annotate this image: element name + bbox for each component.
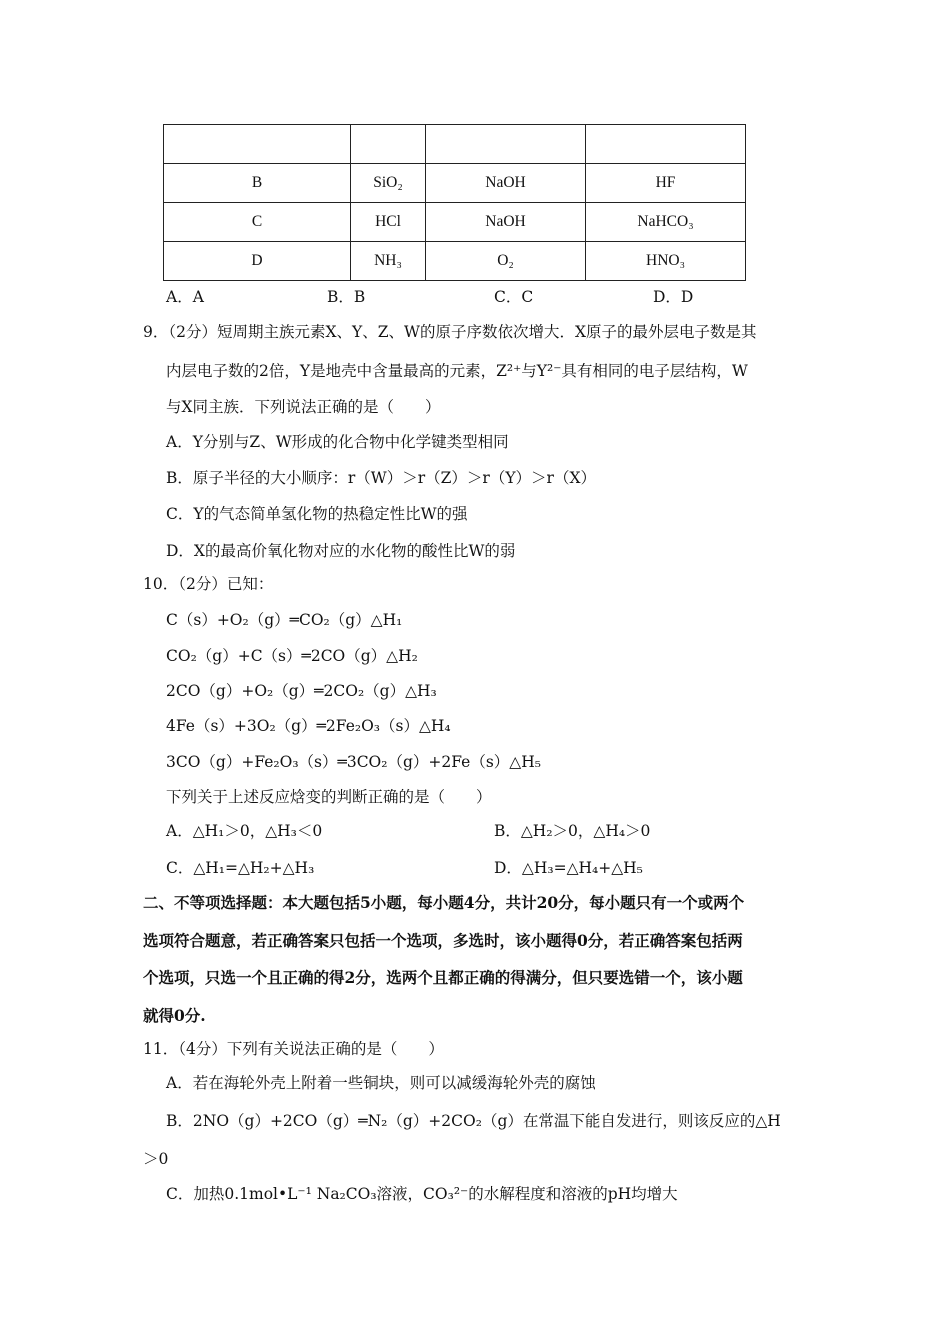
section2-heading-line4: 就得0分. (143, 1006, 206, 1025)
table-cell: SiO₂ (351, 164, 426, 203)
section2-heading-line3: 个选项，只选一个且正确的得2分，选两个且都正确的得满分，但只要选错一个，该小题 (143, 968, 743, 987)
q10-equation-4: 4Fe（s）+3O₂（g）═2Fe₂O₃（s）△H₄ (166, 717, 451, 735)
table-row (164, 164, 746, 203)
table-cell: NaOH (426, 203, 586, 242)
q8-option-d: D．D (653, 288, 694, 306)
table-cell: O₂ (426, 242, 586, 281)
table-cell (164, 125, 351, 164)
table-cell (586, 125, 746, 164)
options-table (163, 124, 746, 281)
table-cell: HF (586, 164, 746, 203)
q9-stem-line1: 9．（2分）短周期主族元素X、Y、Z、W的原子序数依次增大．X原子的最外层电子数是其 (143, 323, 757, 341)
table-cell: C (164, 203, 351, 242)
section2-heading-line2: 选项符合题意，若正确答案只包括一个选项，多选时，该小题得0分，若正确答案包括两 (143, 931, 743, 950)
q10-option-b: B．△H₂＞0，△H₄＞0 (494, 822, 651, 840)
table-cell (351, 125, 426, 164)
table-cell: HNO₃ (586, 242, 746, 281)
q9-option-a: A．Y分别与Z、W形成的化合物中化学键类型相同 (166, 433, 509, 451)
table-cell: NH₃ (351, 242, 426, 281)
table-cell: HCl (351, 203, 426, 242)
table-cell: NaHCO₃ (586, 203, 746, 242)
q11-stem: 11．（4分）下列有关说法正确的是（ ） (143, 1040, 444, 1058)
q11-option-c: C．加热0.1mol•L⁻¹ Na₂CO₃溶液，CO₃²⁻的水解程度和溶液的pH均增大 (166, 1185, 678, 1203)
q9-stem-line2: 内层电子数的2倍，Y是地壳中含量最高的元素，Z²⁺与Y²⁻具有相同的电子层结构，W (166, 362, 748, 380)
q10-equation-1: C（s）+O₂（g）═CO₂（g）△H₁ (166, 611, 403, 629)
table-row (164, 125, 746, 164)
q9-option-d: D．X的最高价氧化物对应的水化物的酸性比W的弱 (166, 542, 516, 560)
table-cell: NaOH (426, 164, 586, 203)
section2-heading-line1: 二、不等项选择题：本大题包括5小题，每小题4分，共计20分，每小题只有一个或两个 (143, 893, 745, 912)
q10-equation-3: 2CO（g）+O₂（g）═2CO₂（g）△H₃ (166, 682, 437, 700)
q8-option-b: B．B (327, 288, 366, 306)
q11-option-a: A．若在海轮外壳上附着一些铜块，则可以减缓海轮外壳的腐蚀 (166, 1074, 596, 1092)
q11-option-b-line1: B．2NO（g）+2CO（g）═N₂（g）+2CO₂（g）在常温下能自发进行，则该反应的△H (166, 1112, 781, 1130)
q9-option-c: C．Y的气态简单氢化物的热稳定性比W的强 (166, 505, 468, 523)
q11-option-b-line2: ＞0 (143, 1150, 169, 1168)
table-row (164, 203, 746, 242)
q10-question: 下列关于上述反应焓变的判断正确的是（ ） (166, 788, 492, 806)
table-cell (426, 125, 586, 164)
q8-option-a: A．A (166, 288, 204, 306)
q9-option-b: B．原子半径的大小顺序：r（W）＞r（Z）＞r（Y）＞r（X） (166, 469, 596, 487)
q10-option-c: C．△H₁=△H₂+△H₃ (166, 859, 315, 877)
q10-option-d: D．△H₃=△H₄+△H₅ (494, 859, 643, 877)
table-row (164, 242, 746, 281)
q10-stem: 10．（2分）已知： (143, 575, 274, 593)
q10-equation-2: CO₂（g）+C（s）═2CO（g）△H₂ (166, 647, 418, 665)
table-cell: D (164, 242, 351, 281)
q10-option-a: A．△H₁＞0，△H₃＜0 (166, 822, 323, 840)
q8-option-c: C．C (494, 288, 534, 306)
q9-stem-line3: 与X同主族．下列说法正确的是（ ） (166, 398, 441, 416)
table-cell: B (164, 164, 351, 203)
q10-equation-5: 3CO（g）+Fe₂O₃（s）═3CO₂（g）+2Fe（s）△H₅ (166, 753, 541, 771)
